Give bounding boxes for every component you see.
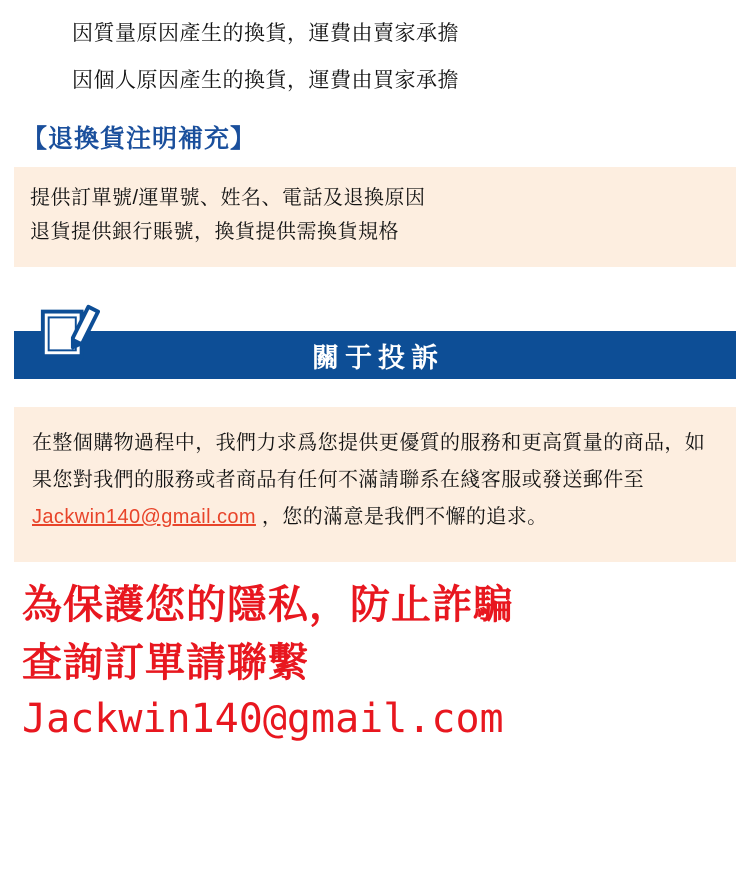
policy-line-2: 因個人原因產生的換貨，運費由買家承擔 xyxy=(72,68,459,92)
policy-line-1: 因質量原因產生的換貨，運費由賣家承擔 xyxy=(72,22,459,45)
complaint-banner xyxy=(14,331,736,379)
policy-section xyxy=(0,0,750,97)
complaint-text-after: ，您的滿意是我們不懈的追求。 xyxy=(255,506,548,529)
complaint-banner-title: 關于投訴 xyxy=(312,342,444,373)
privacy-warning-block xyxy=(0,576,750,746)
complaint-paragraph xyxy=(32,425,718,536)
complaint-email-link[interactable]: Jackwin140@gmail.com xyxy=(32,506,256,529)
privacy-warning-email[interactable]: Jackwin140@gmail.com xyxy=(22,696,504,743)
return-note-line-1: 提供訂單號/運單號、姓名、電話及退換原因 xyxy=(30,187,426,210)
complaint-text-block xyxy=(14,407,736,562)
pencil-notepad-icon xyxy=(38,299,100,361)
privacy-warning-line-2: 查詢訂單請聯繫 xyxy=(22,641,309,686)
return-note-line-2: 退貨提供銀行賬號，換貨提供需換貨規格 xyxy=(30,221,399,244)
complaint-text-before: 在整個購物過程中，我們力求爲您提供更優質的服務和更高質量的商品，如果您對我們的服務或者商品有任何不滿請聯系在綫客服或發送郵件至 xyxy=(32,432,706,492)
privacy-warning-line-1: 為保護您的隱私，防止詐騙 xyxy=(22,583,514,628)
return-note-heading: 【退換貨注明補充】 xyxy=(22,125,257,154)
complaint-banner-wrap xyxy=(0,323,750,379)
return-note-block xyxy=(14,167,736,267)
